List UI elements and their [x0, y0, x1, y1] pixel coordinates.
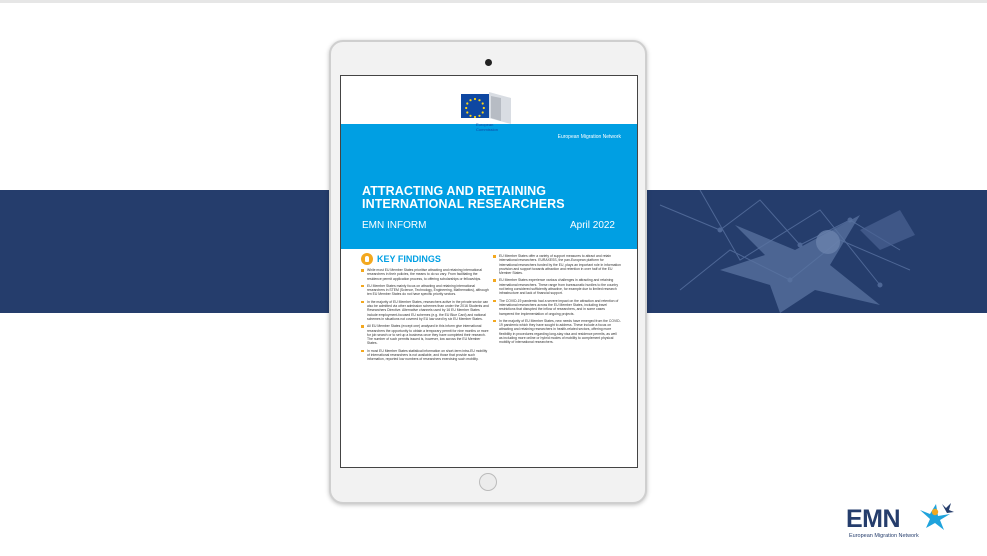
series-label: EMN INFORM	[362, 220, 427, 231]
finding-item: All EU Member States (except one) analysed in this inform give international researchers the opportunity to obtain a temporary permit for nine months or more for job search or to set up a business once they have completed their research. The number of such permits issued is, however, low across the EU Member States.	[361, 324, 489, 345]
findings-right-column	[493, 254, 621, 348]
publication-date: April 2022	[569, 220, 615, 231]
findings-left-column	[361, 268, 489, 365]
lightbulb-icon	[361, 253, 373, 265]
key-findings-heading: KEY FINDINGS	[377, 254, 441, 264]
finding-item: In most EU Member States statistical information on short-term intra-EU mobility of international researchers is not available, and those that provide such information, reported low numbers of researchers exercising such mobility.	[361, 349, 489, 362]
emn-logo-subtitle: European Migration Network	[849, 533, 919, 539]
emn-logo-text: EMN	[846, 505, 901, 533]
document-cover	[340, 75, 638, 468]
home-button[interactable]	[479, 473, 497, 491]
finding-item: In the majority of EU Member States, new needs have emerged from the COVID-19 pandemic which they have sought to address. These include a focus on attracting and retaining researchers in health-related sectors, offering more flexibility in procedures regarding long-stay visa and residence permits, as well as including more online or hybrid modes of mobility to complement physical mobility of international researchers.	[493, 319, 621, 345]
emn-logo	[846, 500, 961, 545]
top-divider	[0, 0, 987, 3]
document-title: ATTRACTING AND RETAINING INTERNATIONAL RESEARCHERS	[362, 184, 565, 211]
network-label: European Migration Network	[557, 134, 621, 140]
finding-item: The COVID-19 pandemic had a severe impact on the attraction and retention of international researchers across the EU Member States, including travel restrictions that disrupted the inflow of researchers, and in some cases hampered the implementation of ongoing projects.	[493, 299, 621, 316]
finding-item: EU Member States offer a variety of support measures to attract and retain international researchers. EURAXESS, the pan-European platform for international researchers funded by the EU, plays an important role in information provision and support towards attraction and retention in over half of the EU Member States.	[493, 254, 621, 275]
finding-item: While most EU Member States prioritise attracting and retaining international researchers in their policies, the means to do so vary. From facilitating the residence permit application process, to offering scholarships or fellowships.	[361, 268, 489, 281]
emn-stars-icon	[916, 500, 956, 530]
camera-dot	[485, 59, 492, 66]
commission-name: European Commission	[476, 122, 499, 132]
cover-title-block	[341, 124, 637, 249]
tablet-frame	[329, 40, 647, 504]
finding-item: EU Member States experience various challenges in attracting and retaining international researchers. These range from bureaucratic hurdles to the country not being considered sufficiently attractive, for example due to limited research infrastructure and lack of financial support.	[493, 278, 621, 295]
finding-item: In the majority of EU Member States, researchers active in the private sector can also be admitted via other admission schemes than under the 2016 Students and Researchers Directive. Alternative channels used by 16 EU Member States include employment-focused EU schemes (e.g. the EU Blue Card) and national schemes in situations not covered by EU law used by six EU Member States.	[361, 300, 489, 321]
finding-item: EU Member States mainly focus on attracting and retaining international researchers in STEM (Science, Technology, Engineering, Mathematics), although ten EU Member States do not have specific priority sectors.	[361, 284, 489, 297]
